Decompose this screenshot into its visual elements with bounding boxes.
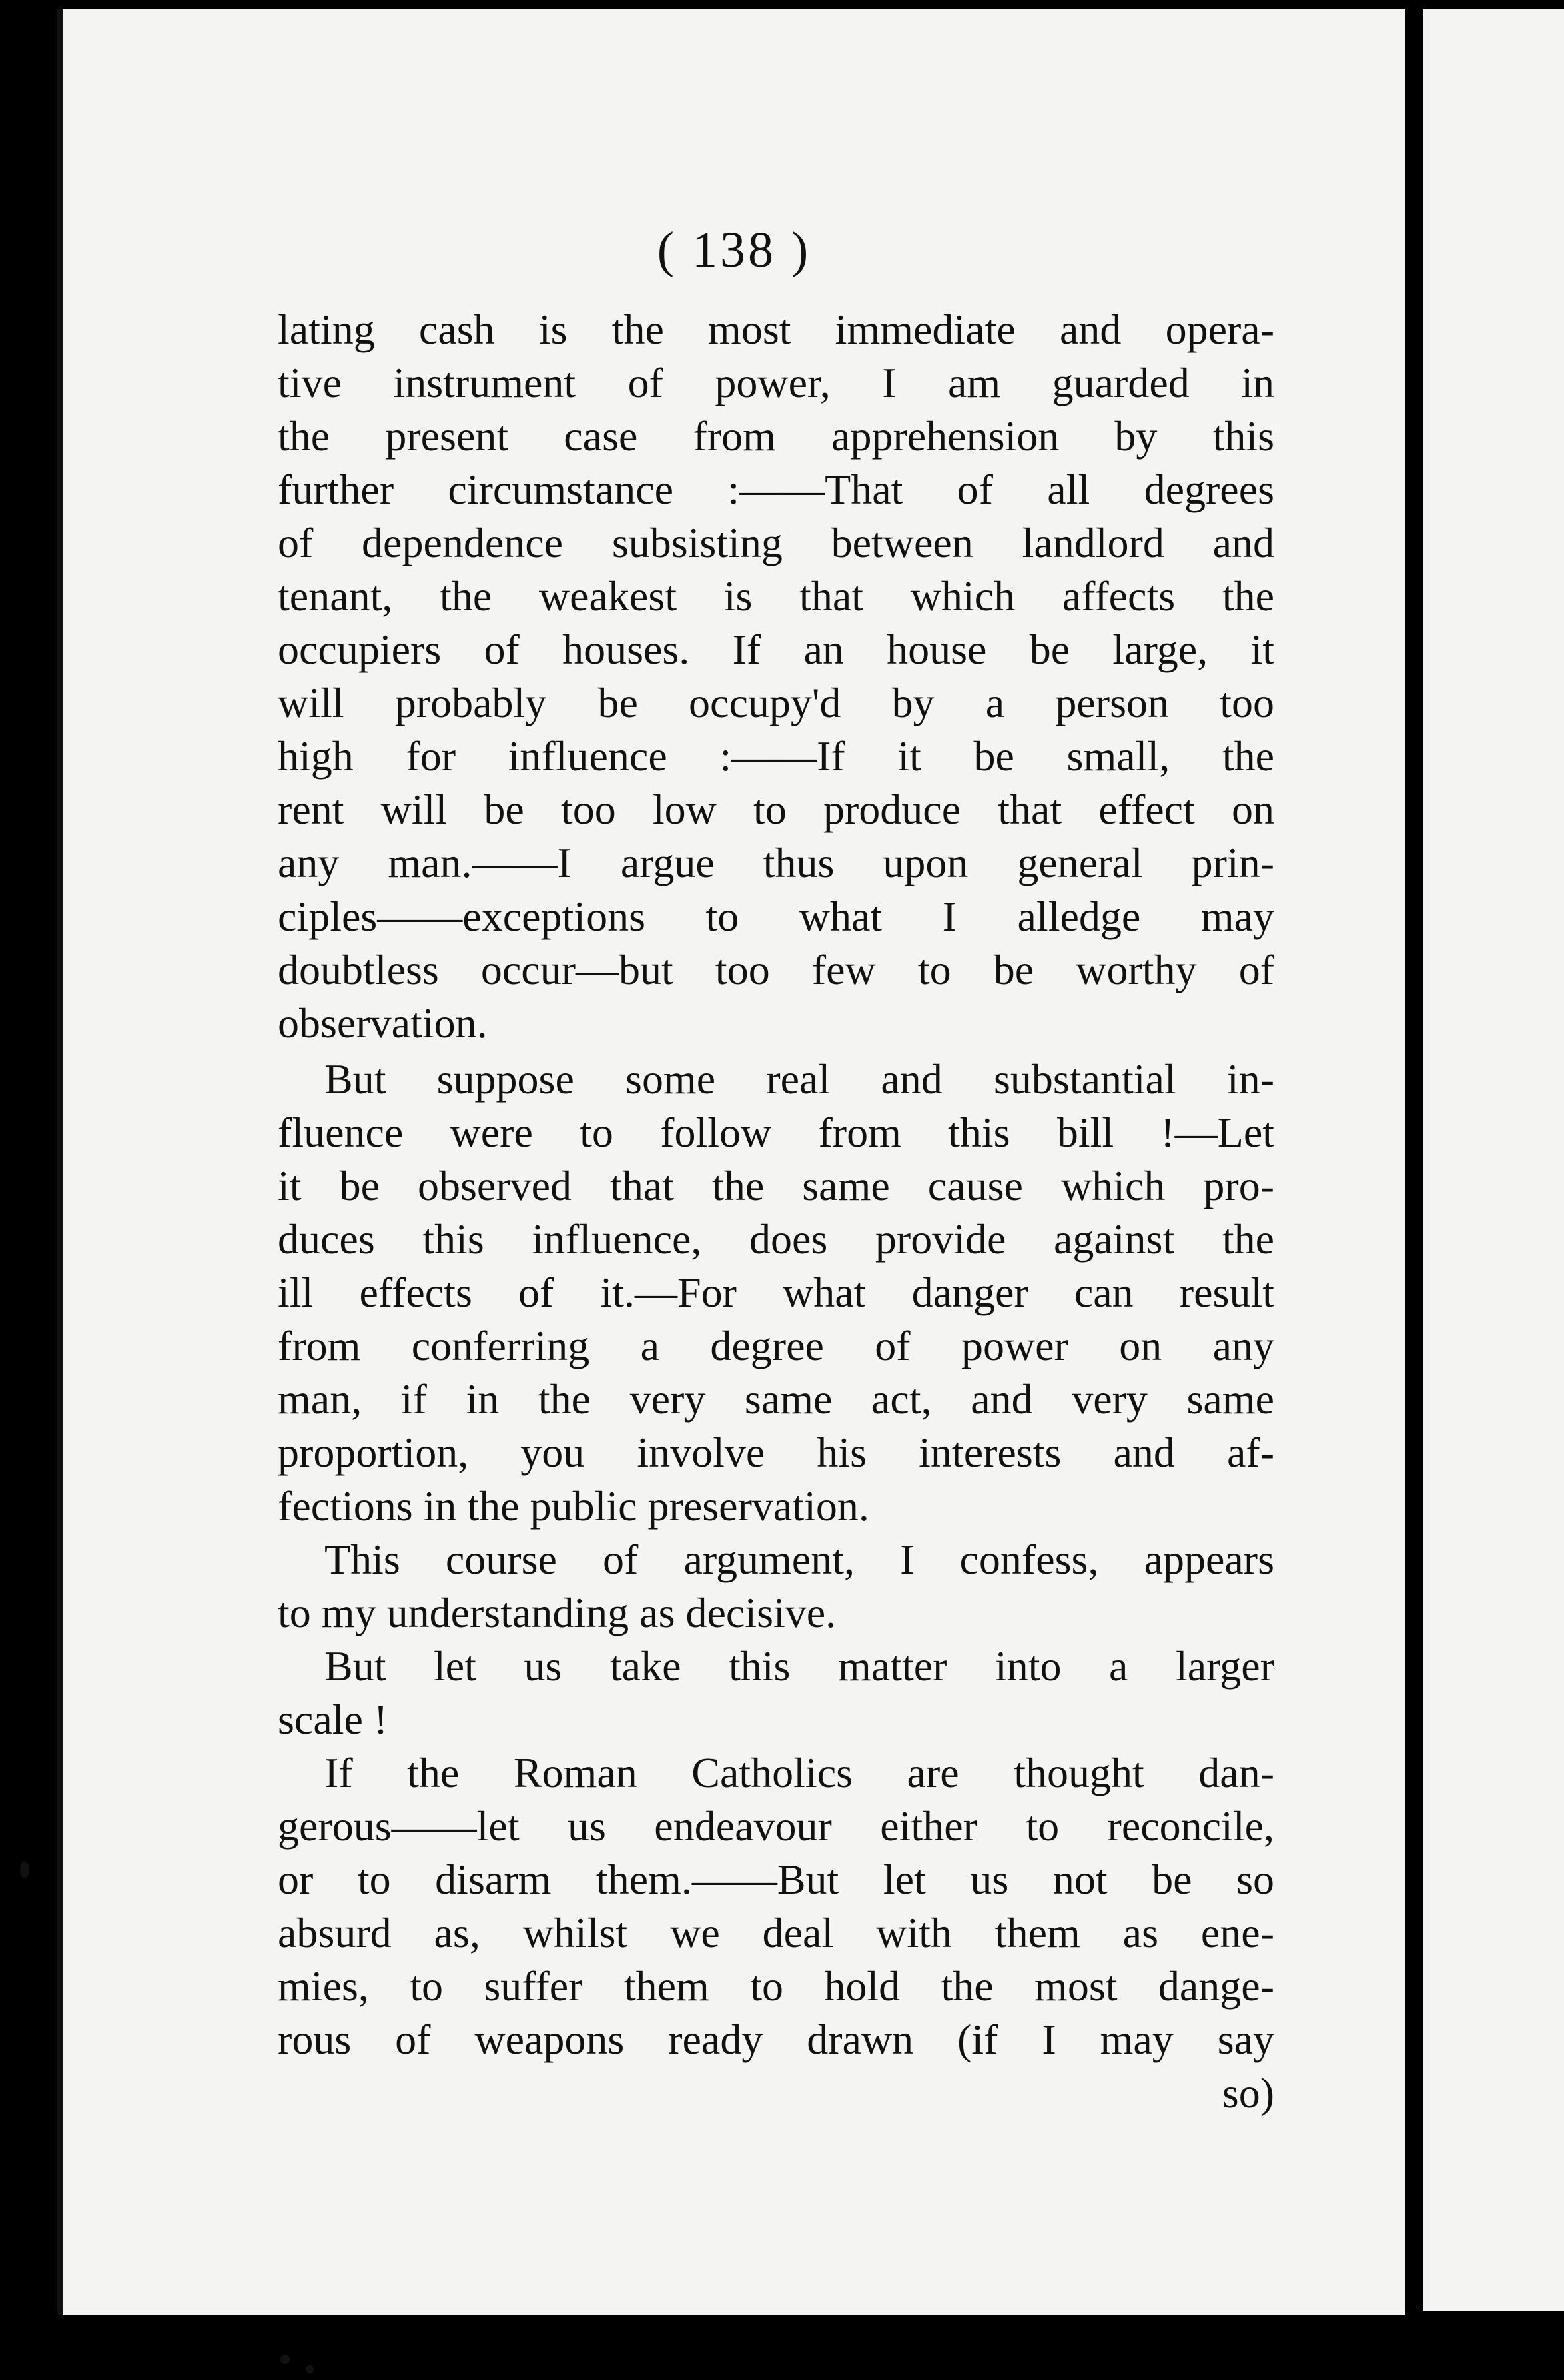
catchword: so) xyxy=(1222,2069,1274,2117)
text-line: mies, to suffer them to hold the most dange- xyxy=(278,1962,1274,2010)
text-line: fluence were to follow from this bill !—Let xyxy=(278,1109,1274,1156)
text-line: tive instrument of power, I am guarded in xyxy=(278,359,1274,406)
text-line: absurd as, whilst we deal with them as ene- xyxy=(278,1909,1274,1956)
book-page xyxy=(57,9,1405,2315)
text-line: If the Roman Catholics are thought dan- xyxy=(324,1749,1274,1796)
text-line: rent will be too low to produce that effect on xyxy=(278,786,1274,833)
text-line: to my understanding as decisive. xyxy=(278,1589,837,1636)
text-line: fections in the public preservation. xyxy=(278,1482,869,1530)
text-line: scale ! xyxy=(278,1696,388,1743)
adjacent-page-edge xyxy=(1423,9,1564,2311)
text-line: lating cash is the most immediate and opera- xyxy=(278,306,1274,353)
scan-speck xyxy=(280,2355,290,2364)
text-line: duces this influence, does provide against the xyxy=(278,1215,1274,1263)
text-line: of dependence subsisting between landlord and xyxy=(278,519,1274,566)
scan-speck xyxy=(20,1861,29,1878)
text-line: proportion, you involve his interests and af- xyxy=(278,1429,1274,1476)
text-line: the present case from apprehension by this xyxy=(278,412,1274,460)
text-line: ill effects of it.—For what danger can result xyxy=(278,1269,1274,1316)
text-line: rous of weapons ready drawn (if I may say xyxy=(278,2016,1274,2063)
text-line: any man.——I argue thus upon general prin- xyxy=(278,839,1274,886)
text-line: gerous——let us endeavour either to reconcile, xyxy=(278,1802,1274,1850)
text-line: high for influence :——If it be small, the xyxy=(278,732,1274,780)
page-number-header: ( 138 ) xyxy=(657,222,811,278)
body-text xyxy=(278,303,1274,2120)
text-line: or to disarm them.——But let us not be so xyxy=(278,1856,1274,1903)
scan-speck xyxy=(306,2365,314,2373)
text-line: will probably be occupy'd by a person too xyxy=(278,679,1274,726)
text-line: observation. xyxy=(278,999,488,1047)
text-line: it be observed that the same cause which pro- xyxy=(278,1162,1274,1209)
text-line: This course of argument, I confess, appears xyxy=(324,1536,1274,1583)
text-line: occupiers of houses. If an house be large, it xyxy=(278,626,1274,673)
text-line: tenant, the weakest is that which affects the xyxy=(278,572,1274,620)
text-line: man, if in the very same act, and very same xyxy=(278,1375,1274,1423)
text-line: from conferring a degree of power on any xyxy=(278,1322,1274,1369)
text-line: doubtless occur—but too few to be worthy of xyxy=(278,946,1274,993)
text-line: But let us take this matter into a larger xyxy=(324,1642,1274,1690)
text-line: further circumstance :——That of all degrees xyxy=(278,466,1274,513)
text-line: ciples——exceptions to what I alledge may xyxy=(278,892,1274,940)
text-line: But suppose some real and substantial in- xyxy=(324,1055,1274,1103)
